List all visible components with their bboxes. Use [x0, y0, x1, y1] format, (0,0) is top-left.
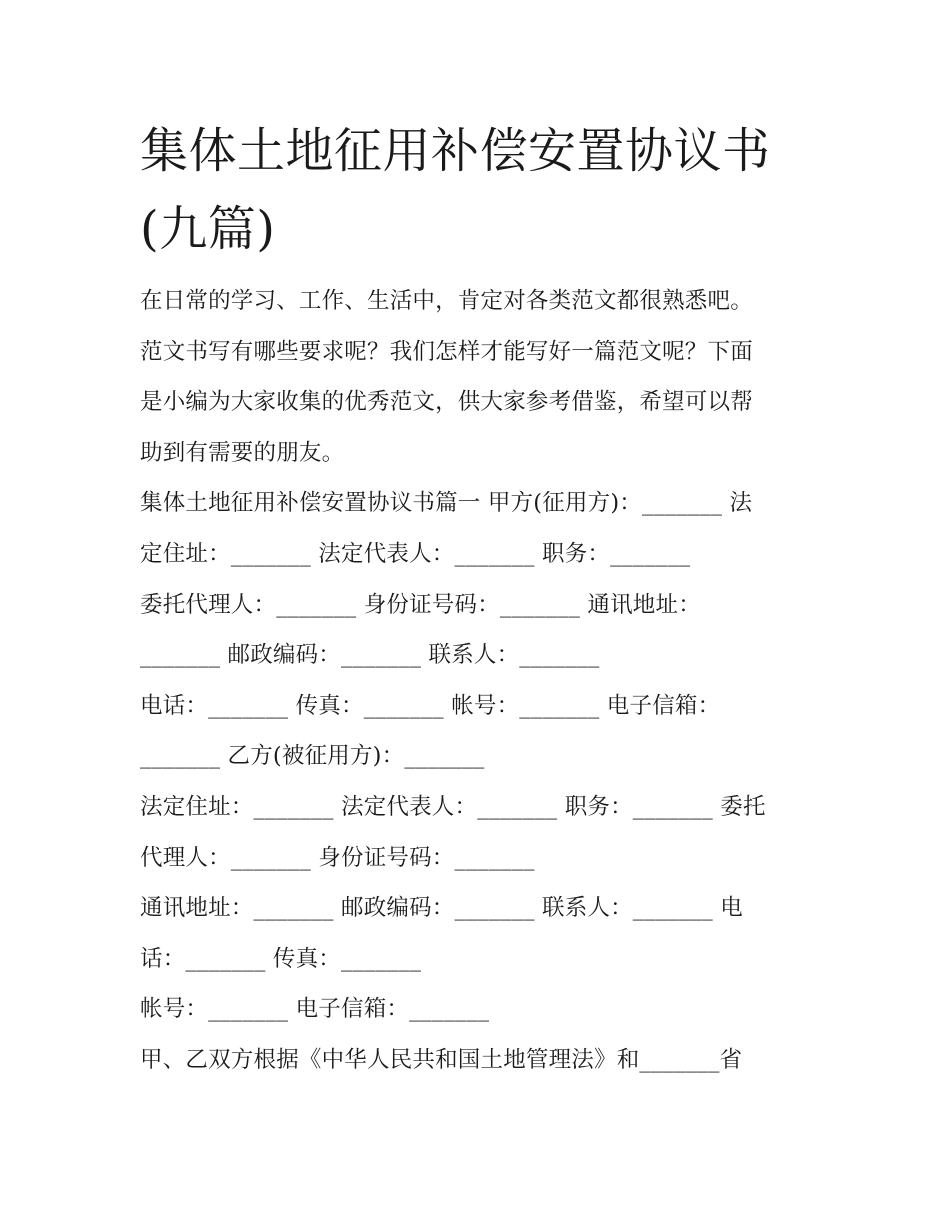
document-body	[140, 276, 820, 1086]
party-a-line-5: 电话：_______ 传真：_______ 帐号：_______ 电子信箱：	[140, 692, 721, 719]
party-b-line-4: 通讯地址：_______ 邮政编码：_______ 联系人：_______ 电	[140, 895, 744, 922]
party-a-line-4: _______ 邮政编码：_______ 联系人：_______	[140, 642, 600, 669]
intro-line-2: 范文书写有哪些要求呢？我们怎样才能写好一篇范文呢？下面	[140, 338, 753, 365]
party-b-line-2: 法定住址：_______ 法定代表人：_______ 职务：_______ 委托	[140, 793, 766, 820]
agreement-basis-line: 甲、乙双方根据《中华人民共和国土地管理法》和_______省	[140, 1046, 743, 1073]
intro-line-4: 助到有需要的朋友。	[140, 439, 345, 466]
intro-line-3: 是小编为大家收集的优秀范文，供大家参考借鉴，希望可以帮	[140, 389, 753, 416]
intro-line-1: 在日常的学习、工作、生活中，肯定对各类范文都很熟悉吧。	[140, 288, 753, 314]
title-line-2: (九篇)	[140, 201, 276, 257]
party-b-line-3: 代理人：_______ 身份证号码：_______	[140, 844, 535, 871]
party-b-line-1: _______ 乙方(被征用方)：_______	[140, 743, 485, 770]
party-a-line-2: 定住址：_______ 法定代表人：_______ 职务：_______	[140, 540, 691, 567]
party-b-line-6: 帐号：_______ 电子信箱：_______	[140, 996, 490, 1023]
document-title	[140, 112, 820, 268]
title-line-1: 集体土地征用补偿安置协议书	[140, 123, 771, 179]
party-a-line-1: 集体土地征用补偿安置协议书篇一 甲方(征用方)：_______ 法	[140, 490, 753, 517]
party-b-line-5: 话：_______ 传真：_______	[140, 945, 422, 972]
party-a-line-3: 委托代理人：_______ 身份证号码：_______ 通讯地址：	[140, 591, 701, 618]
